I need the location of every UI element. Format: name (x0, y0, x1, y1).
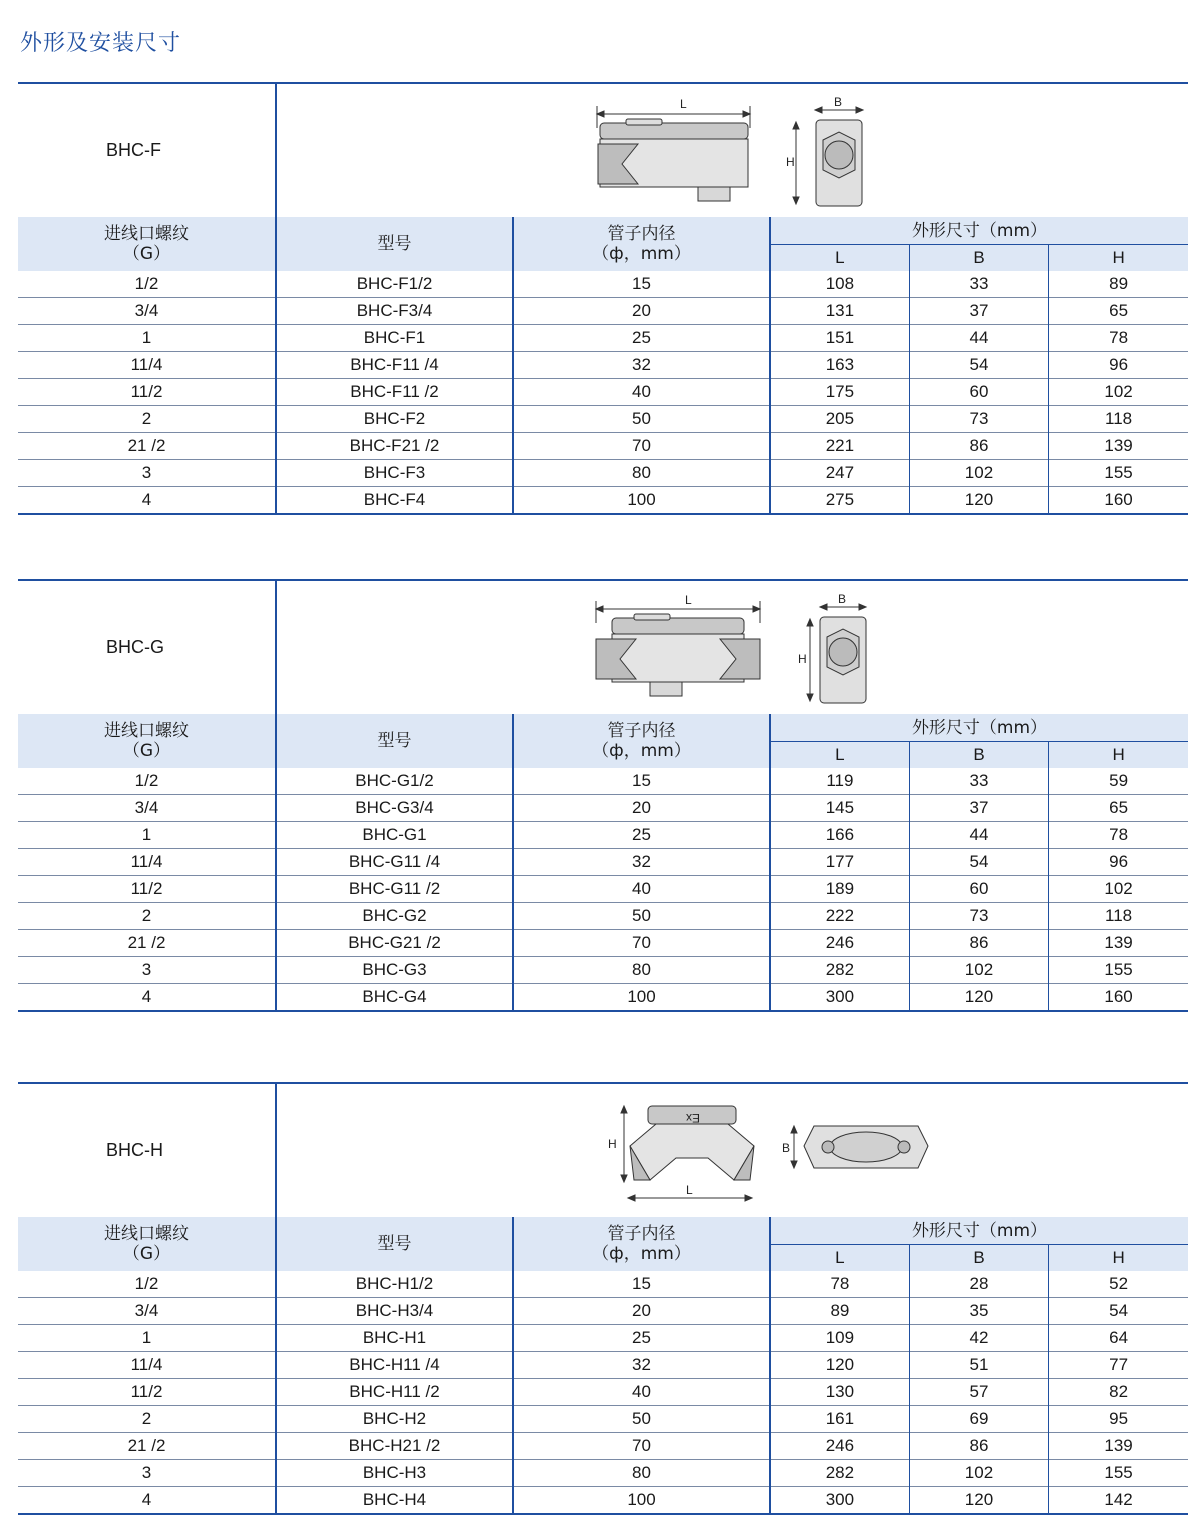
table-row (18, 271, 1188, 298)
model-cell: BHC-G11 /2 (276, 876, 513, 903)
page-title: 外形及安装尺寸 (20, 31, 182, 56)
b-cell: 33 (909, 768, 1048, 795)
table-row (18, 795, 1188, 822)
dim-b-label: B (834, 95, 843, 109)
l-cell: 120 (770, 1352, 909, 1379)
l-cell: 108 (770, 271, 909, 298)
pipe-dia-cell: 40 (513, 876, 770, 903)
thread-cell: 11/2 (18, 379, 276, 406)
model-cell: BHC-G4 (276, 984, 513, 1012)
h-cell: 139 (1049, 433, 1188, 460)
pipe-dia-cell: 50 (513, 1406, 770, 1433)
b-cell: 37 (909, 795, 1048, 822)
col-h: H (1049, 1245, 1188, 1272)
model-cell: BHC-G3/4 (276, 795, 513, 822)
spec-table (18, 714, 1188, 1012)
thread-cell: 11/2 (18, 1379, 276, 1406)
table-row (18, 433, 1188, 460)
pipe-dia-cell: 70 (513, 1433, 770, 1460)
l-cell: 161 (770, 1406, 909, 1433)
h-cell: 77 (1049, 1352, 1188, 1379)
l-cell: 221 (770, 433, 909, 460)
pipe-dia-cell: 50 (513, 903, 770, 930)
table-row (18, 876, 1188, 903)
table-row (18, 325, 1188, 352)
col-thread: 进线口螺纹 (104, 224, 189, 244)
table-row (18, 298, 1188, 325)
col-dims: 外形尺寸（mm） (770, 217, 1188, 245)
table-row (18, 1379, 1188, 1406)
col-l: L (770, 742, 909, 769)
model-cell: BHC-F21 /2 (276, 433, 513, 460)
l-cell: 130 (770, 1379, 909, 1406)
col-thread: 进线口螺纹 (104, 721, 189, 741)
bhc-g-dimension-drawing (538, 585, 898, 713)
col-l: L (770, 245, 909, 272)
h-cell: 139 (1049, 1433, 1188, 1460)
b-cell: 33 (909, 271, 1048, 298)
b-cell: 86 (909, 1433, 1048, 1460)
h-cell: 155 (1049, 460, 1188, 487)
pipe-dia-cell: 32 (513, 1352, 770, 1379)
pipe-dia-cell: 32 (513, 849, 770, 876)
table-row (18, 984, 1188, 1012)
model-cell: BHC-H4 (276, 1487, 513, 1515)
dim-b-label: B (782, 1141, 791, 1155)
pipe-dia-cell: 25 (513, 325, 770, 352)
model-label: BHC-G (106, 637, 164, 657)
col-h: H (1049, 245, 1188, 272)
h-cell: 142 (1049, 1487, 1188, 1515)
b-cell: 60 (909, 876, 1048, 903)
col-dims: 外形尺寸（mm） (770, 1217, 1188, 1245)
h-cell: 54 (1049, 1298, 1188, 1325)
model-cell: BHC-F1/2 (276, 271, 513, 298)
b-cell: 73 (909, 903, 1048, 930)
table-row (18, 1487, 1188, 1515)
model-cell: BHC-G1/2 (276, 768, 513, 795)
thread-cell: 4 (18, 487, 276, 515)
pipe-dia-cell: 70 (513, 433, 770, 460)
thread-cell: 21 /2 (18, 1433, 276, 1460)
l-cell: 175 (770, 379, 909, 406)
b-cell: 44 (909, 822, 1048, 849)
model-cell: BHC-H3 (276, 1460, 513, 1487)
b-cell: 28 (909, 1271, 1048, 1298)
table-row (18, 957, 1188, 984)
model-cell: BHC-H1/2 (276, 1271, 513, 1298)
model-cell: BHC-F2 (276, 406, 513, 433)
model-cell: BHC-H1 (276, 1325, 513, 1352)
h-cell: 52 (1109, 1274, 1129, 1293)
section-header (18, 82, 1188, 217)
model-cell: BHC-H11 /2 (276, 1379, 513, 1406)
ex-mark: Ex (685, 1111, 700, 1125)
b-cell: 120 (909, 487, 1048, 515)
h-cell: 160 (1049, 487, 1188, 515)
pipe-dia-cell: 50 (513, 406, 770, 433)
thread-cell: 11/4 (18, 1352, 276, 1379)
l-cell: 131 (770, 298, 909, 325)
model-cell: BHC-F11 /4 (276, 352, 513, 379)
model-cell: BHC-H11 /4 (276, 1352, 513, 1379)
section-bhc-g (18, 579, 1188, 1012)
l-cell: 163 (770, 352, 909, 379)
b-cell: 73 (909, 406, 1048, 433)
b-cell: 42 (909, 1325, 1048, 1352)
model-cell: BHC-H2 (276, 1406, 513, 1433)
pipe-dia-cell: 80 (513, 460, 770, 487)
section-bhc-f (18, 82, 1188, 515)
l-cell: 109 (770, 1325, 909, 1352)
col-pipe-dia-unit: （ф，mm） (592, 1244, 691, 1264)
l-cell: 89 (770, 1298, 909, 1325)
section-header (18, 1082, 1188, 1217)
thread-cell: 11/4 (18, 352, 276, 379)
b-cell: 102 (909, 460, 1048, 487)
spec-table (18, 217, 1188, 515)
h-cell: 65 (1049, 298, 1188, 325)
model-cell: BHC-H21 /2 (276, 1433, 513, 1460)
h-cell: 64 (1049, 1325, 1188, 1352)
col-pipe-dia: 管子内径 (607, 224, 676, 244)
thread-cell: 3 (18, 957, 276, 984)
col-pipe-dia-unit: （ф，mm） (592, 741, 691, 761)
l-cell: 246 (770, 1433, 909, 1460)
thread-cell: 1/2 (18, 768, 276, 795)
thread-cell: 4 (18, 984, 276, 1012)
pipe-dia-cell: 20 (513, 298, 770, 325)
thread-cell: 1 (18, 822, 276, 849)
pipe-dia-cell: 80 (513, 957, 770, 984)
pipe-dia-cell: 80 (513, 1460, 770, 1487)
model-cell: BHC-F3 (276, 460, 513, 487)
b-cell: 69 (909, 1406, 1048, 1433)
l-cell: 246 (770, 930, 909, 957)
thread-cell: 1/2 (18, 271, 276, 298)
h-cell: 160 (1049, 984, 1188, 1012)
table-row (18, 1433, 1188, 1460)
table-row (18, 1271, 1188, 1298)
b-cell: 57 (909, 1379, 1048, 1406)
col-pipe-dia-unit: （ф，mm） (592, 244, 691, 264)
dim-l-label: L (686, 1183, 693, 1197)
bhc-h-dimension-drawing (538, 1088, 938, 1216)
l-cell: 166 (770, 822, 909, 849)
l-cell: 145 (770, 795, 909, 822)
col-model: 型号 (276, 714, 513, 768)
dim-l-label: L (685, 593, 692, 607)
model-cell: BHC-G2 (276, 903, 513, 930)
thread-cell: 3/4 (18, 1298, 276, 1325)
table-row (18, 487, 1188, 515)
thread-cell: 2 (18, 406, 276, 433)
col-pipe-dia: 管子内径 (607, 721, 676, 741)
section-bhc-h (18, 1082, 1188, 1515)
table-row (18, 460, 1188, 487)
pipe-dia-cell: 20 (513, 795, 770, 822)
model-cell: BHC-F4 (276, 487, 513, 515)
l-cell: 177 (770, 849, 909, 876)
thread-cell: 21 /2 (18, 930, 276, 957)
b-cell: 51 (909, 1352, 1048, 1379)
l-cell: 282 (770, 957, 909, 984)
b-cell: 54 (909, 352, 1048, 379)
col-thread-unit: （G） (122, 1244, 171, 1264)
pipe-dia-cell: 70 (513, 930, 770, 957)
pipe-dia-cell: 100 (513, 1487, 770, 1515)
l-cell: 189 (770, 876, 909, 903)
col-h: H (1049, 742, 1188, 769)
b-cell: 120 (909, 984, 1048, 1012)
thread-cell: 11/4 (18, 849, 276, 876)
table-row (18, 930, 1188, 957)
b-cell: 102 (909, 1460, 1048, 1487)
table-row (18, 406, 1188, 433)
col-pipe-dia: 管子内径 (607, 1224, 676, 1244)
h-cell: 89 (1109, 274, 1129, 293)
thread-cell: 11/2 (18, 876, 276, 903)
table-row (18, 768, 1188, 795)
model-cell: BHC-G3 (276, 957, 513, 984)
b-cell: 60 (909, 379, 1048, 406)
table-row (18, 1298, 1188, 1325)
table-row (18, 822, 1188, 849)
b-cell: 120 (909, 1487, 1048, 1515)
thread-cell: 3 (18, 460, 276, 487)
h-cell: 155 (1049, 957, 1188, 984)
h-cell: 96 (1049, 849, 1188, 876)
thread-cell: 1 (18, 325, 276, 352)
model-cell: BHC-G21 /2 (276, 930, 513, 957)
table-row (18, 1406, 1188, 1433)
pipe-dia-cell: 15 (513, 1271, 770, 1298)
b-cell: 102 (909, 957, 1048, 984)
pipe-dia-cell: 25 (513, 822, 770, 849)
pipe-dia-cell: 15 (513, 271, 770, 298)
thread-cell: 21 /2 (18, 433, 276, 460)
dim-h-label: H (786, 155, 795, 169)
table-row (18, 1352, 1188, 1379)
dim-l-label: L (680, 97, 687, 111)
dim-h-label: H (608, 1137, 617, 1151)
l-cell: 300 (770, 1487, 909, 1515)
h-cell: 155 (1049, 1460, 1188, 1487)
h-cell: 65 (1049, 795, 1188, 822)
model-cell: BHC-G1 (276, 822, 513, 849)
col-thread: 进线口螺纹 (104, 1224, 189, 1244)
model-cell: BHC-F11 /2 (276, 379, 513, 406)
pipe-dia-cell: 100 (513, 984, 770, 1012)
b-cell: 35 (909, 1298, 1048, 1325)
h-cell: 78 (1049, 325, 1188, 352)
pipe-dia-cell: 20 (513, 1298, 770, 1325)
pipe-dia-cell: 100 (513, 487, 770, 515)
thread-cell: 2 (18, 903, 276, 930)
thread-cell: 2 (18, 1406, 276, 1433)
table-row (18, 1460, 1188, 1487)
thread-cell: 3/4 (18, 795, 276, 822)
model-cell: BHC-G11 /4 (276, 849, 513, 876)
spec-table (18, 1217, 1188, 1515)
col-model: 型号 (276, 217, 513, 271)
table-row (18, 379, 1188, 406)
table-row (18, 903, 1188, 930)
h-cell: 102 (1049, 876, 1188, 903)
pipe-dia-cell: 40 (513, 1379, 770, 1406)
table-row (18, 849, 1188, 876)
thread-cell: 1/2 (18, 1271, 276, 1298)
col-l: L (770, 1245, 909, 1272)
h-cell: 82 (1049, 1379, 1188, 1406)
dim-b-label: B (838, 592, 847, 606)
section-header (18, 579, 1188, 714)
pipe-dia-cell: 40 (513, 379, 770, 406)
bhc-f-dimension-drawing (538, 88, 898, 216)
dim-h-label: H (798, 652, 807, 666)
b-cell: 37 (909, 298, 1048, 325)
l-cell: 78 (770, 1271, 909, 1298)
l-cell: 151 (770, 325, 909, 352)
col-b: B (909, 742, 1048, 769)
b-cell: 86 (909, 930, 1048, 957)
thread-cell: 3 (18, 1460, 276, 1487)
model-cell: BHC-F1 (276, 325, 513, 352)
l-cell: 275 (770, 487, 909, 515)
col-b: B (909, 1245, 1048, 1272)
model-cell: BHC-H3/4 (276, 1298, 513, 1325)
pipe-dia-cell: 25 (513, 1325, 770, 1352)
model-label: BHC-F (106, 140, 161, 160)
model-cell: BHC-F3/4 (276, 298, 513, 325)
col-dims: 外形尺寸（mm） (770, 714, 1188, 742)
thread-cell: 1 (18, 1325, 276, 1352)
h-cell: 102 (1049, 379, 1188, 406)
b-cell: 44 (909, 325, 1048, 352)
h-cell: 96 (1049, 352, 1188, 379)
h-cell: 78 (1049, 822, 1188, 849)
pipe-dia-cell: 32 (513, 352, 770, 379)
h-cell: 118 (1049, 406, 1188, 433)
l-cell: 119 (770, 768, 909, 795)
thread-cell: 3/4 (18, 298, 276, 325)
col-b: B (909, 245, 1048, 272)
h-cell: 59 (1109, 771, 1129, 790)
pipe-dia-cell: 15 (513, 768, 770, 795)
l-cell: 247 (770, 460, 909, 487)
col-thread-unit: （G） (122, 244, 171, 264)
l-cell: 205 (770, 406, 909, 433)
table-row (18, 352, 1188, 379)
table-row (18, 1325, 1188, 1352)
col-thread-unit: （G） (122, 741, 171, 761)
h-cell: 139 (1049, 930, 1188, 957)
l-cell: 222 (770, 903, 909, 930)
l-cell: 300 (770, 984, 909, 1012)
h-cell: 118 (1049, 903, 1188, 930)
b-cell: 54 (909, 849, 1048, 876)
thread-cell: 4 (18, 1487, 276, 1515)
col-model: 型号 (276, 1217, 513, 1271)
model-label: BHC-H (106, 1140, 163, 1160)
h-cell: 95 (1049, 1406, 1188, 1433)
l-cell: 282 (770, 1460, 909, 1487)
b-cell: 86 (909, 433, 1048, 460)
